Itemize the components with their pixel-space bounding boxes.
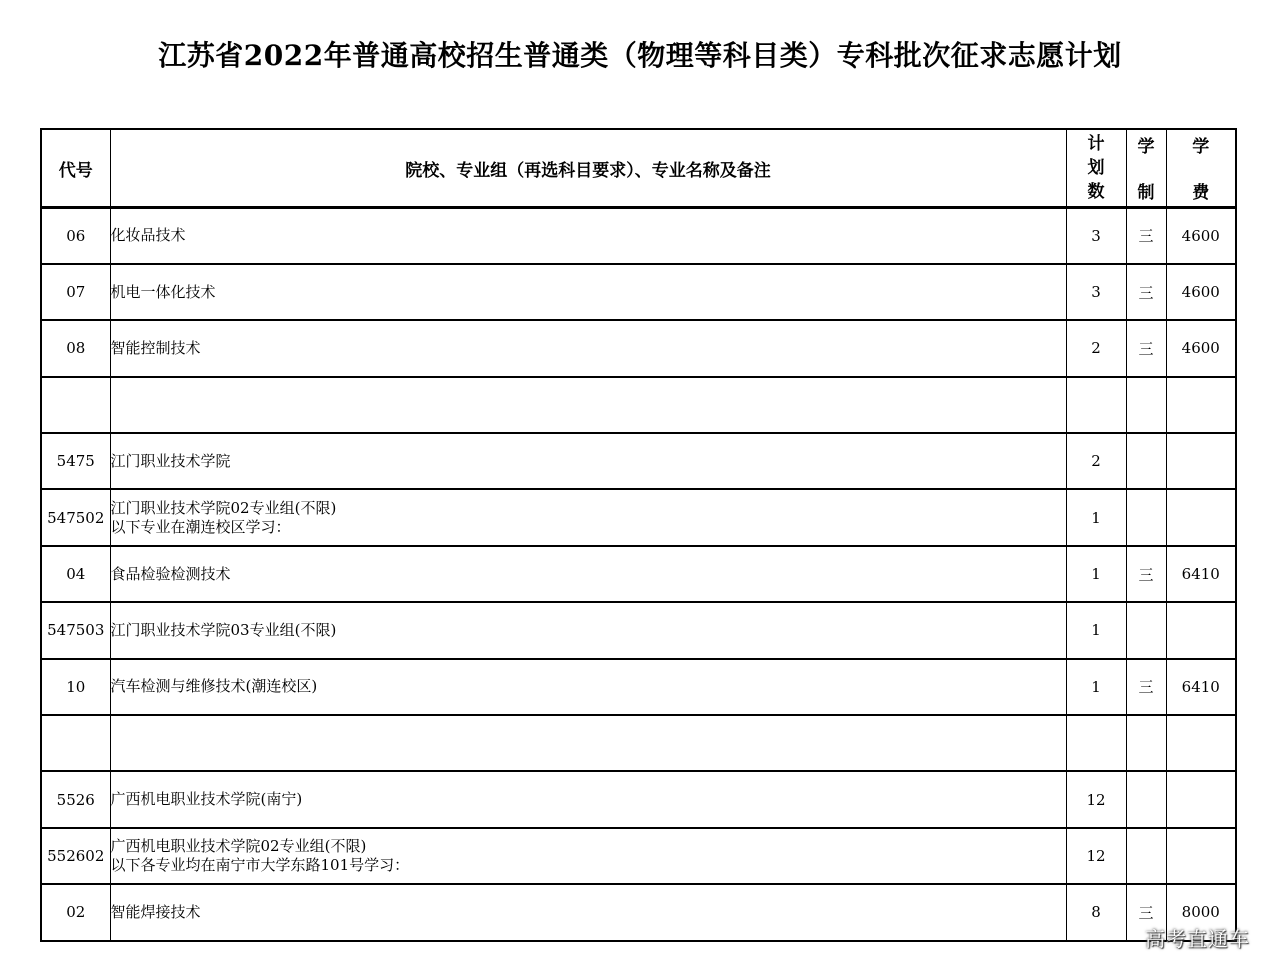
table-row (41, 489, 1236, 545)
row-tuition: 8000 (1166, 884, 1236, 940)
enrollment-plan-table (40, 128, 1237, 942)
row-name (110, 715, 1066, 771)
table-row (41, 884, 1236, 940)
header-plan-char: 计 (1087, 134, 1105, 154)
row-code: 04 (41, 546, 110, 602)
row-name-line: 江门职业技术学院03专业组(不限) (110, 620, 337, 639)
header-code: 代号 (41, 129, 110, 208)
row-code: 547503 (41, 602, 110, 658)
row-study-length (1126, 771, 1166, 827)
table-row (41, 208, 1236, 264)
row-study-length: 三 (1126, 208, 1166, 264)
watermark: 高考直通车 (1145, 927, 1250, 951)
header-length-top: 学 (1137, 137, 1155, 157)
row-study-length: 三 (1126, 320, 1166, 376)
row-name (110, 320, 1066, 376)
row-plan-count: 3 (1066, 208, 1126, 264)
header-length-bottom: 制 (1137, 183, 1155, 203)
row-code: 08 (41, 320, 110, 376)
header-study-length (1126, 129, 1166, 208)
row-study-length (1126, 828, 1166, 884)
row-name-line: 江门职业技术学院02专业组(不限) (110, 498, 337, 517)
row-code: 06 (41, 208, 110, 264)
table-row (41, 320, 1236, 376)
row-tuition (1166, 715, 1236, 771)
row-plan-count (1066, 377, 1126, 433)
row-code: 10 (41, 659, 110, 715)
row-name (110, 884, 1066, 940)
row-plan-count: 1 (1066, 659, 1126, 715)
row-name (110, 659, 1066, 715)
row-name (110, 377, 1066, 433)
row-plan-count: 1 (1066, 489, 1126, 545)
row-study-length (1126, 489, 1166, 545)
row-study-length (1126, 715, 1166, 771)
row-study-length (1126, 433, 1166, 489)
row-name-line: 智能焊接技术 (110, 902, 201, 921)
row-name (110, 489, 1066, 545)
row-name (110, 828, 1066, 884)
table-row (41, 602, 1236, 658)
row-name (110, 771, 1066, 827)
row-tuition (1166, 489, 1236, 545)
row-name-line: 机电一体化技术 (110, 282, 216, 301)
row-study-length: 三 (1126, 884, 1166, 940)
table-row (41, 377, 1236, 433)
row-name (110, 208, 1066, 264)
row-study-length (1126, 602, 1166, 658)
row-name-line: 智能控制技术 (110, 338, 201, 357)
row-name-line: 广西机电职业技术学院02专业组(不限) (110, 836, 367, 855)
row-plan-count: 12 (1066, 828, 1126, 884)
row-name-line: 化妆品技术 (110, 226, 186, 245)
header-plan-count (1066, 129, 1126, 208)
table-row (41, 659, 1236, 715)
header-name: 院校、专业组（再选科目要求）、专业名称及备注 (110, 129, 1066, 208)
header-plan-char: 数 (1087, 182, 1105, 202)
row-tuition: 4600 (1166, 264, 1236, 320)
row-plan-count: 1 (1066, 602, 1126, 658)
row-name-line: 江门职业技术学院 (110, 451, 231, 470)
header-plan-char: 划 (1087, 158, 1105, 178)
row-study-length (1126, 377, 1166, 433)
row-code: 547502 (41, 489, 110, 545)
row-plan-count: 2 (1066, 320, 1126, 376)
row-study-length: 三 (1126, 264, 1166, 320)
table-body (41, 208, 1236, 941)
row-name-line: 广西机电职业技术学院(南宁) (110, 790, 303, 809)
header-fee-bottom: 费 (1192, 183, 1210, 203)
row-tuition (1166, 828, 1236, 884)
row-plan-count (1066, 715, 1126, 771)
row-code: 02 (41, 884, 110, 940)
row-name-note: 以下各专业均在南宁市大学东路101号学习： (110, 855, 410, 874)
row-code: 5475 (41, 433, 110, 489)
table-row (41, 715, 1236, 771)
row-name-line: 食品检验检测技术 (110, 564, 231, 583)
row-tuition (1166, 602, 1236, 658)
row-code: 07 (41, 264, 110, 320)
row-plan-count: 3 (1066, 264, 1126, 320)
row-tuition: 4600 (1166, 320, 1236, 376)
row-code (41, 715, 110, 771)
row-name (110, 433, 1066, 489)
row-plan-count: 2 (1066, 433, 1126, 489)
row-tuition (1166, 433, 1236, 489)
header-tuition (1166, 129, 1236, 208)
row-name-line: 汽车检测与维修技术(潮连校区) (110, 677, 318, 696)
table-header-row (41, 129, 1236, 208)
row-code: 552602 (41, 828, 110, 884)
row-name (110, 264, 1066, 320)
row-tuition (1166, 377, 1236, 433)
row-tuition: 6410 (1166, 659, 1236, 715)
row-plan-count: 1 (1066, 546, 1126, 602)
table-row (41, 546, 1236, 602)
row-tuition: 6410 (1166, 546, 1236, 602)
row-name-note: 以下专业在潮连校区学习： (110, 517, 291, 536)
table-row (41, 264, 1236, 320)
row-plan-count: 8 (1066, 884, 1126, 940)
row-study-length: 三 (1126, 659, 1166, 715)
row-name (110, 602, 1066, 658)
page-title: 江苏省2022年普通高校招生普通类（物理等科目类）专科批次征求志愿计划 (158, 39, 1122, 72)
table-row (41, 433, 1236, 489)
table-row (41, 828, 1236, 884)
header-fee-top: 学 (1192, 137, 1210, 157)
row-name (110, 546, 1066, 602)
row-plan-count: 12 (1066, 771, 1126, 827)
row-tuition: 4600 (1166, 208, 1236, 264)
row-study-length: 三 (1126, 546, 1166, 602)
row-code: 5526 (41, 771, 110, 827)
table-row (41, 771, 1236, 827)
row-tuition (1166, 771, 1236, 827)
row-code (41, 377, 110, 433)
